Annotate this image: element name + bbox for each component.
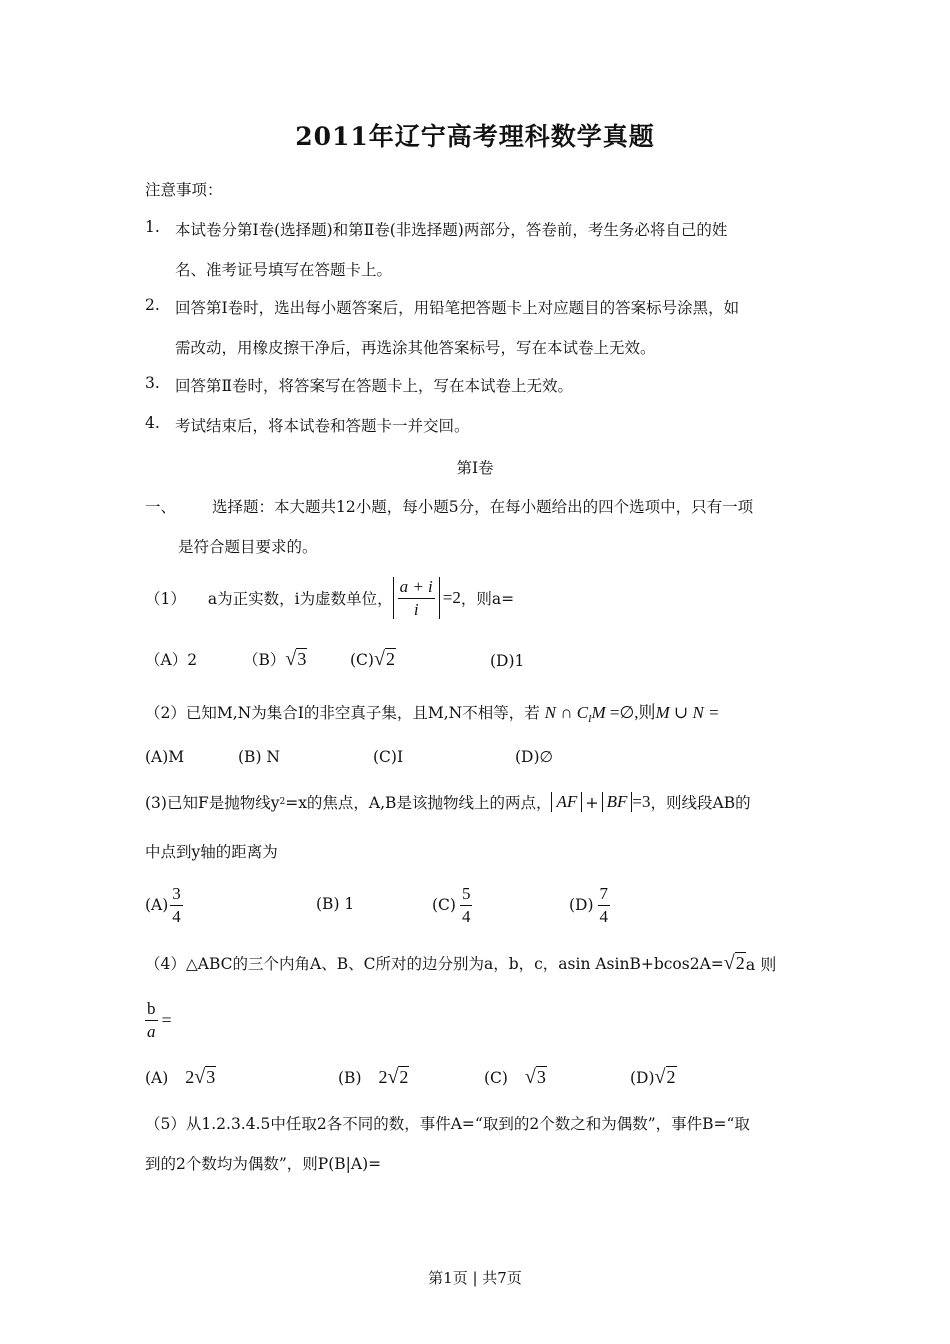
q3-abs-bf: BF: [602, 792, 633, 812]
q4-option-a: [145, 1066, 216, 1094]
q1-option-d: (D)1: [490, 652, 525, 670]
q3-line2: 中点到y轴的距离为: [145, 843, 278, 861]
q5-line1: （5）从1.2.3.4.5中任取2各不同的数，事件A=“取到的2个数之和为偶数”，事件B=“取: [145, 1115, 750, 1133]
sqrt-icon: √: [654, 1066, 666, 1088]
q3-option-a-fraction: [170, 884, 183, 926]
q1-option-b-radicand: 3: [297, 649, 307, 669]
q3-text-a: (3)已知F是抛物线y: [145, 794, 280, 812]
sqrt-icon: √2: [723, 951, 745, 974]
q1-option-c: [350, 648, 396, 676]
q4-option-b: [338, 1066, 409, 1094]
q3-option-c-den: 4: [461, 906, 471, 926]
q2-option-a: (A)M: [145, 748, 185, 766]
q3-option-d: [569, 880, 610, 930]
notice-item-1-num: 1.: [145, 218, 160, 236]
q3-option-c-num: 5: [460, 884, 473, 906]
q4-option-b-value: [378, 1066, 409, 1089]
section-title: 第Ⅰ卷: [456, 459, 494, 477]
sqrt-icon: √: [194, 1066, 206, 1088]
q4-eq: =: [161, 1009, 172, 1030]
question-4: [145, 950, 776, 976]
q4-option-d-radicand: 2: [666, 1067, 676, 1087]
page-title: 2011年辽宁高考理科数学真题: [295, 122, 655, 151]
sqrt-icon: √2: [373, 648, 395, 670]
q3-option-d-fraction: [598, 884, 611, 926]
notice-item-2-num: 2.: [145, 296, 160, 314]
q1-tail: ，则a=: [460, 590, 515, 608]
q1-eq: =2: [442, 588, 461, 607]
q3-option-b: (B) 1: [316, 895, 355, 913]
q1-option-b: [243, 648, 307, 676]
q4-fraction-line: [145, 995, 172, 1045]
q4-option-c: [484, 1066, 547, 1094]
q4-option-c-radicand: 3: [536, 1067, 546, 1087]
q4-text: （4）△ABC的三个内角A、B、C所对的边分别为a，b，c，asin AsinB+bcos2A=: [145, 955, 724, 973]
notice-heading: 注意事项：: [145, 181, 223, 199]
q2-text: （2）已知M,N为集合I的非空真子集，且M,N不相等，若: [145, 704, 540, 722]
part1-line1: 选择题：本大题共12小题，每小题5分，在每小题给出的四个选项中，只有一项: [212, 498, 754, 516]
q4-option-c-label: (C): [484, 1069, 508, 1087]
q4-option-a-value: [185, 1066, 216, 1089]
q3-option-c-label: (C): [432, 896, 456, 914]
q1-text: a为正实数，i为虚数单位，: [207, 590, 393, 608]
q1-option-b-label: （B）: [243, 651, 286, 669]
q3-option-d-label: (D): [569, 896, 594, 914]
q1-option-c-label: (C): [350, 651, 374, 669]
q4-tail: a 则: [745, 954, 777, 974]
q3-abs-af: AF: [551, 792, 582, 812]
q3-text-b: =x的焦点，A,B是该抛物线上的两点，: [285, 794, 552, 812]
notice-item-4-num: 4.: [145, 414, 160, 432]
q4-option-d-value: [655, 1066, 677, 1089]
notice-item-1-line1: 本试卷分第Ⅰ卷(选择题)和第Ⅱ卷(非选择题)两部分，答卷前，考生务必将自己的姓: [175, 221, 728, 239]
q3-eq: =3: [632, 792, 651, 811]
q2-option-b: (B) N: [238, 748, 280, 766]
q2-option-c: (C)I: [373, 748, 404, 766]
q3-plus: +: [585, 792, 599, 812]
sqrt-icon: √: [524, 1066, 536, 1088]
q2-math3: M ∪ N =: [655, 703, 720, 722]
q1-abs-value: [393, 577, 440, 619]
q4-option-a-label: (A): [145, 1069, 169, 1087]
q1-option-c-radicand: 2: [385, 649, 395, 669]
q4-option-c-value: [525, 1066, 547, 1089]
q3-tail: ，则线段AB的: [650, 794, 751, 812]
notice-item-4-line1: 考试结束后，将本试卷和答题卡一并交回。: [175, 417, 470, 435]
page-footer: 第1页 | 共7页: [428, 1269, 522, 1287]
q4-frac-num: b: [145, 999, 158, 1021]
question-3: [145, 791, 751, 813]
q4-option-d: [630, 1066, 677, 1094]
q3-option-a-label: (A): [145, 896, 169, 914]
q1-frac-den: i: [413, 599, 419, 619]
q2-math: N ∩ C: [544, 703, 589, 722]
q2-tail: =∅,则: [605, 703, 656, 722]
q3-option-d-den: 4: [599, 906, 609, 926]
q4-option-b-coef: 2: [378, 1067, 388, 1087]
q4-radicand: 2: [735, 952, 745, 973]
q3-option-a: [145, 880, 183, 930]
q3-option-a-den: 4: [172, 906, 181, 926]
q4-option-d-label: (D): [630, 1069, 655, 1087]
q1-option-a: （A）2: [145, 651, 198, 669]
sqrt-icon: √3: [285, 648, 307, 670]
q4-fraction: [145, 999, 158, 1041]
part1-num: 一、: [145, 498, 177, 516]
q5-line2: 到的2个数均为偶数”，则P(B|A)=: [145, 1155, 382, 1173]
q4-option-b-label: (B): [338, 1069, 362, 1087]
question-2: [145, 698, 720, 725]
notice-item-3-line1: 回答第Ⅱ卷时，将答案写在答题卡上，写在本试卷上无效。: [175, 377, 574, 395]
q2-math2: M: [591, 703, 606, 722]
q1-num: （1）: [145, 590, 186, 608]
notice-item-2-line1: 回答第Ⅰ卷时，选出每小题答案后，用铅笔把答题卡上对应题目的答案标号涂黑，如: [175, 299, 740, 317]
part1-line2: 是符合题目要求的。: [178, 538, 318, 556]
q3-option-c-fraction: [460, 884, 473, 926]
q3-option-d-num: 7: [598, 884, 611, 906]
q2-option-d: (D)∅: [515, 748, 554, 766]
q4-frac-den: a: [147, 1021, 156, 1041]
notice-item-2-line2: 需改动，用橡皮擦干净后，再选涂其他答案标号，写在本试卷上无效。: [175, 339, 656, 357]
notice-item-1-line2: 名、准考证号填写在答题卡上。: [175, 261, 393, 279]
q3-sup: 2: [279, 797, 286, 807]
q1-fraction: [398, 577, 435, 619]
q3-option-c: [432, 880, 472, 930]
q2-sub: I: [588, 714, 592, 726]
q3-option-a-num: 3: [170, 884, 183, 906]
q4-option-a-coef: 2: [185, 1067, 195, 1087]
q4-option-b-radicand: 2: [399, 1067, 409, 1087]
notice-item-3-num: 3.: [145, 374, 160, 392]
q1-frac-num: a + i: [398, 577, 435, 599]
sqrt-icon: √: [387, 1066, 399, 1088]
q4-option-a-radicand: 3: [206, 1067, 216, 1087]
question-1: [145, 572, 514, 624]
